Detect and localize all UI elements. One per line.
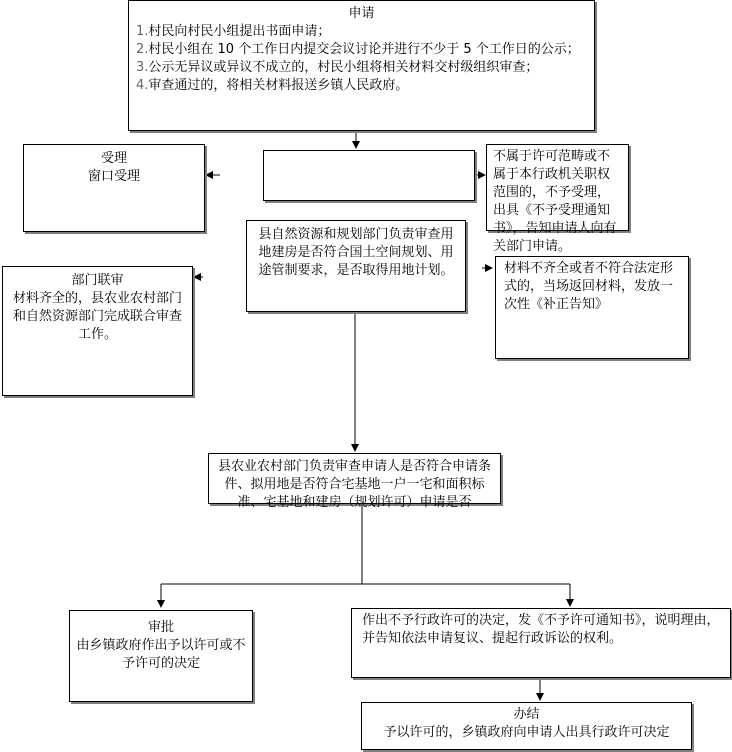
joint-review-title: 部门联审: [71, 273, 124, 288]
joint-review-body: 材料齐全的，县农业农村部门和自然资源部门完成联合审查工作。: [12, 291, 182, 342]
accept-body: 窗口受理: [87, 169, 140, 184]
blank-box: [263, 150, 475, 201]
incomplete-box: [495, 256, 689, 359]
application-title: 申请: [348, 6, 375, 21]
finish-box: [361, 702, 692, 750]
application-step-3: 3.公示无异议或异议不成立的，村民小组将相关材料交村级组织审查；: [136, 60, 539, 75]
application-step-1: 1.村民向村民小组提出书面申请；: [136, 24, 331, 39]
agri-review-text: 县农业农村部门负责审查申请人是否符合申请条件、拟用地是否符合宅基地一户一宅和面积标准、宅基地和建房（规划许可）申请是否: [217, 459, 491, 510]
accept-title: 受理: [100, 151, 127, 166]
application-step-4: 4.审查通过的，将相关材料报送乡镇人民政府。: [136, 78, 409, 93]
accept-box: [23, 144, 205, 232]
deny-text: 作出不予行政许可的决定，发《不予许可通知书》，说明理由，并告知依法申请复议、提起行政诉讼的权利。: [362, 613, 720, 646]
finish-body: 予以许可的，乡镇政府向申请人出具行政许可决定: [383, 725, 670, 740]
application-step-2: 2.村民小组在 10 个工作日内提交会议讨论并进行不少于 5 个工作日的公示；: [136, 42, 580, 57]
land-review-text: 县自然资源和规划部门负责审查用地建房是否符合国土空间规划、用途管制要求，是否取得用地计划。: [258, 227, 454, 278]
approval-title: 审批: [147, 620, 174, 635]
application-box: [128, 0, 595, 131]
approval-box: [69, 610, 253, 702]
joint-review-box: [2, 266, 193, 396]
agri-review-box: [208, 453, 501, 510]
reject-scope-box: [486, 144, 629, 254]
incomplete-text: 材料不齐全或者不符合法定形式的，当场返回材料，发放一次性《补正告知》: [504, 261, 674, 312]
approval-body: 由乡镇政府作出予以许可或不予许可的决定: [76, 638, 246, 671]
reject-scope-text: 不属于许可范畴或不属于本行政机关职权范围的，不予受理，出具《不予受理通知书》，告知申请人向有关部门申请。: [493, 149, 617, 254]
deny-box: [351, 608, 731, 678]
land-review-box: [246, 220, 466, 312]
finish-title: 办结: [513, 707, 540, 722]
